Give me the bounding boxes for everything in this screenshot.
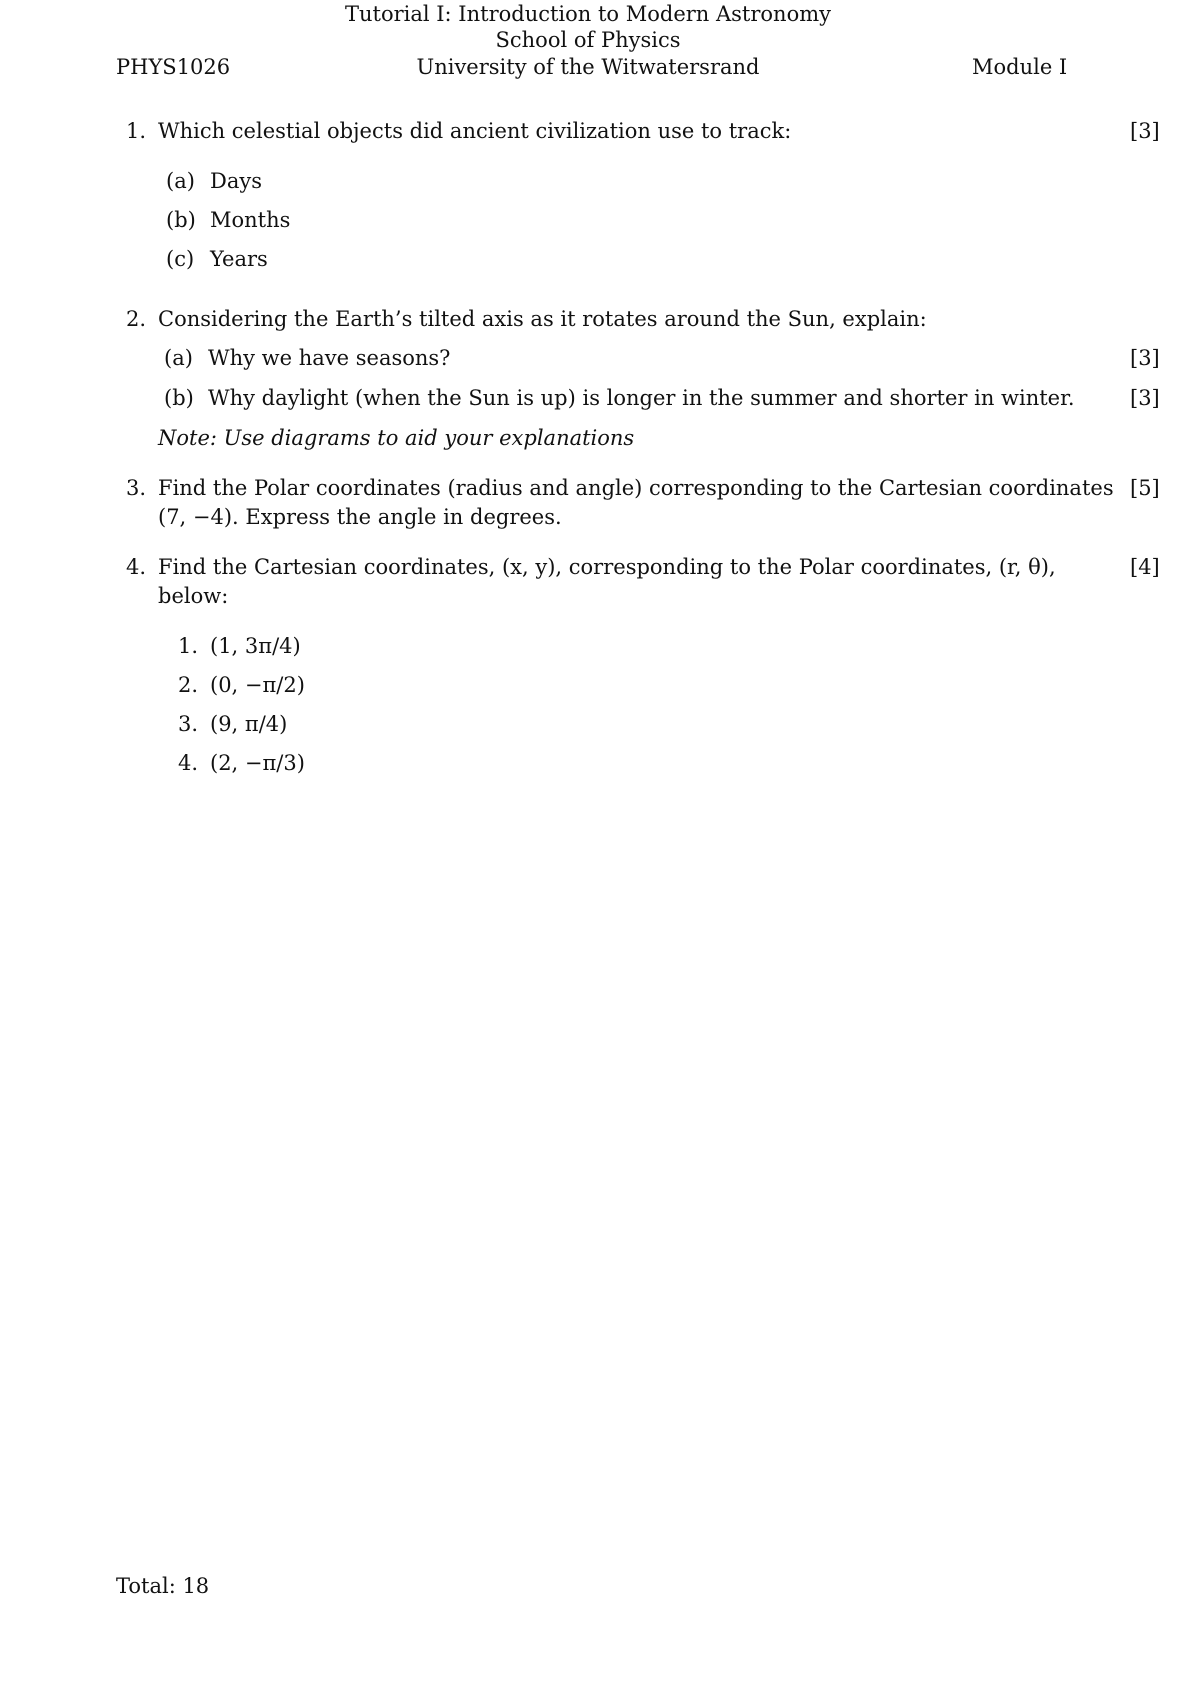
question-text-line-1: Find the Cartesian coordinates, (x, y), corresponding to the Polar coordinates, (r, θ), xyxy=(158,555,1056,579)
question-number: 2. xyxy=(126,307,147,331)
course-code: PHYS1026 xyxy=(116,55,231,79)
part-text: Years xyxy=(210,247,268,271)
item-label: 2. xyxy=(178,673,199,697)
question-text-line-2: (7, −4). Express the angle in degrees. xyxy=(158,505,562,529)
question-text: Considering the Earth’s tilted axis as it rotates around the Sun, explain: xyxy=(158,307,927,331)
question-text: Which celestial objects did ancient civilization use to track: xyxy=(158,119,792,143)
question-text-line-2: below: xyxy=(158,584,229,608)
question-marks: [3] xyxy=(1130,119,1160,143)
polar-coordinate: (2, −π/3) xyxy=(210,751,305,775)
total-marks: Total: 18 xyxy=(116,1574,210,1598)
item-label: 4. xyxy=(178,751,199,775)
part-text: Why daylight (when the Sun is up) is longer in the summer and shorter in winter. xyxy=(208,386,1075,410)
question-marks: [5] xyxy=(1130,476,1160,500)
module-label: Module I xyxy=(972,55,1068,79)
question-number: 1. xyxy=(126,119,147,143)
question-marks: [4] xyxy=(1130,555,1160,579)
part-text: Months xyxy=(210,208,291,232)
part-label: (a) xyxy=(164,346,193,370)
school-name: School of Physics xyxy=(495,28,681,52)
part-label: (a) xyxy=(166,169,195,193)
question-text-line-1: Find the Polar coordinates (radius and angle) corresponding to the Cartesian coordinates xyxy=(158,476,1114,500)
part-label: (b) xyxy=(166,208,196,232)
part-text: Days xyxy=(210,169,262,193)
part-label: (c) xyxy=(166,247,195,271)
item-label: 1. xyxy=(178,634,199,658)
item-label: 3. xyxy=(178,712,199,736)
polar-coordinate: (9, π/4) xyxy=(210,712,288,736)
polar-coordinate: (0, −π/2) xyxy=(210,673,305,697)
polar-coordinate: (1, 3π/4) xyxy=(210,634,301,658)
question-number: 3. xyxy=(126,476,147,500)
tutorial-title: Tutorial I: Introduction to Modern Astronomy xyxy=(344,2,831,26)
question-note: Note: Use diagrams to aid your explanations xyxy=(158,426,635,450)
part-marks: [3] xyxy=(1130,386,1160,410)
part-marks: [3] xyxy=(1130,346,1160,370)
question-number: 4. xyxy=(126,555,147,579)
university-name: University of the Witwatersrand xyxy=(416,55,760,79)
part-text: Why we have seasons? xyxy=(208,346,451,370)
part-label: (b) xyxy=(164,386,194,410)
